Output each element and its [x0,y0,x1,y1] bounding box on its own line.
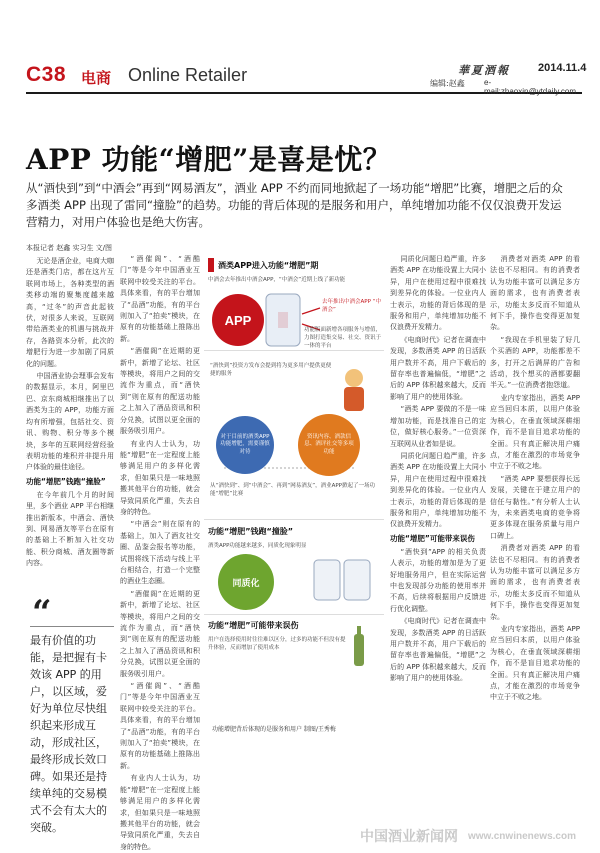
pull-quote: 最有价值的功能，是把握有卡效该 APP 的用户，以区域，爱好为单位尽快组织起来形成互动，形成社区，最终形成长效口碑。如果还是持续单纯的交易模式不会有太大的突破。 [30,634,107,834]
paragraph: 无论是酒企业，电商大咖还是酒类门店，都在这片互联网市场上，各种类型的酒类移动端的聚集度越来越高，“过冬”的声音此起彼伏，对很多人来说，互联网带给酒类业的机遇与挑战并存，各路资本分析，此次的增肥行为进一步加剧了同质化的问题。 [26,257,114,368]
paragraph: “酒催阁”在近期的更新中，新增了论坛、社区等模块，将用户之间的交流作为重点，而“酒快到”则在原有的配送功能之上加入了酒品资讯和积分兑换，试图以更全面的服务吸引用户。 [120,589,200,678]
infographic-caption: 功能增肥背后体现的是服务和用户 制图/王秀梅 [212,726,336,733]
infographic-title: 酒类APP进入功能“增肥”期 [218,261,319,270]
editor: 编辑:赵鑫 [430,79,465,88]
byline: 本报记者 赵鑫 实习生 文/图 [26,244,113,252]
editor-email: e-mail:zhaoxin@ytdaily.com [484,78,577,96]
column-4 [490,254,580,816]
infographic-subtitle: 中酒会去年推出中酒会APP，“中酒会”近期上线了新功能 [208,277,346,283]
column-1 [26,256,114,592]
divider [30,626,114,627]
page-header [26,60,587,96]
page-number: C38 [26,63,67,86]
paragraph: 有业内人士认为，功能“增肥”在一定程度上能够满足用户的多样化需求，但如果只是一味地照搬其他平台的功能，就会导致同质化严重，失去自身的特色。 [120,774,200,851]
column-3 [390,254,486,816]
paragraph: 消费者对酒类 APP 的看法也不尽相同。有的消费者认为功能丰富可以满足多方面的需求，也有消费者表示，功能太多反而不知道从何下手，操作也变得更加复杂。 [490,544,580,621]
bubble-text: 同质化 [232,578,260,589]
info-bubble [216,416,274,474]
paragraph: 有业内人士认为，功能“增肥”在一定程度上能够满足用户的多样化需求，但如果只是一味地照搬其他平台的功能，就会导致同质化严重，失去自身的特色。 [120,439,200,516]
lead-paragraph: 从“酒快到”到“中酒会”再到“网易酒友”，酒业 APP 不约而同地掀起了一场功能“增肥”比赛，增肥之后的众多酒类 APP 出现了雷同“撞脸”的趋势。功能的背后体现的是服务和用户，单纯增加功能不仅仅浪费开发运营精力，对用户体验也是绝大伤害。 [26,181,563,229]
paragraph: “中酒会”则在原有的基础上，加入了酒友社交圈、品鉴会报名等功能，试图将线下活动与线上平台相结合，打造一个完整的酒业生态圈。 [120,520,200,586]
bubble-text: 对于目前的酒类APP功能增肥，需要谨慎对待 [220,433,270,455]
paragraph: “酒类 APP 要想获得长远发展，关键在于建立用户的信任与黏性。”有分析人士认为，未来酒类电商的竞争将更多体现在服务质量与用户口碑上。 [490,474,580,540]
paragraph: 《电商时代》记者在调查中发现，多数酒类 APP 的日活跃用户数并不高，用户下载后的留存率也普遍偏低，“增肥”之后的 APP 体积越来越大，反而影响了用户的使用体验。 [390,335,486,401]
note: “酒快到”投资方发布会提到将为更多用户提供更便捷的服务 [210,363,332,377]
paragraph: 同质化问题日趋严重，许多酒类 APP 在功能设置上大同小异，用户在使用过程中很难找到差异化的体验。一位业内人士表示，功能的背后体现的是服务和用户，单纯增加功能不仅浪费开发精力。 [390,255,486,332]
column-2 [120,254,200,851]
infographic-section: 功能“增肥”可能带来误伤 [208,621,299,630]
infographic-section: 功能“增肥”钱跑“撞脸” [208,527,294,536]
paragraph: 消费者对酒类 APP 的看法也不尽相同。有的消费者认为功能丰富可以满足多方面的需求，也有消费者表示，功能太多反而不知道从何下手，操作也变得更加复杂。 [490,255,580,332]
app-label: APP [224,312,252,328]
paragraph: 《电商时代》记者在调查中发现，多数酒类 APP 的日活跃用户数并不高，用户下载后的留存率也普遍偏低，“增肥”之后的 APP 体积越来越大，反而影响了用户的使用体验。 [390,617,486,683]
info-bubble [298,414,360,476]
paragraph: 业内专家指出，酒类 APP 应当回归本质，以用户体验为核心，在垂直领域深耕细作，而不是盲目追求功能的全面。只有真正解决用户痛点，才能在激烈的市场竞争中立于不败之地。 [490,393,580,471]
paragraph: “我现在手机里装了好几个买酒的 APP，功能都差不多，打开之后满屏的广告和活动，找个想买的酒都要翻半天。”一位消费者抱怨道。 [490,335,580,390]
subheading: 功能“增肥”可能带来误伤 [390,533,475,543]
paragraph: 在今年前几个月的时间里，多个酒业 APP 平台相继推出新版本，中酒会、酒快到、网易酒友等平台在原有的基础上不断加入社交功能、积分商城、酒友圈等新内容。 [26,490,114,568]
arrow-note: 去年推出中酒会APP “中酒会” [322,299,381,313]
paragraph: “酒催阁”、“酒酷门”等是今年中国酒业互联网中较受关注的平台。具体来看，有的平台增加了“品酒”功能，有的平台则加入了“拍卖”模块，在原有的功能基础上推陈出新。 [120,682,200,770]
infographic [204,254,384,724]
paragraph: “酒催阁”、“酒酷门”等是今年中国酒业互联网中较受关注的平台。具体来看，有的平台增加了“品酒”功能，有的平台则加入了“拍卖”模块，在原有的功能基础上推陈出新。 [120,255,200,343]
paragraph: 中国酒业协会理事会发布的数据显示，本月，阿里巴巴、京东商城相继推出了以酒类为主的 APP，功能方面均有所增强，包括社交、资讯、购物、积分等多个模块，多年的互联网经营经验表明功能的堆积并非提升用户体验的最佳途径。 [26,372,114,472]
quote-mark-icon: “ [32,593,52,633]
subheading: 功能“增肥”钱跑“撞脸” [26,476,106,486]
paragraph: “酒快到”APP 的相关负责人表示，功能的增加是为了更好地服务用户，但在实际运营中也发现部分功能的使用率并不高，后续将根据用户反馈进行优化调整。 [390,547,486,613]
paragraph: “酒催阁”在近期的更新中，新增了论坛、社区等模块，将用户之间的交流作为重点，而“酒快到”则在原有的配送功能之上加入了酒品资讯和积分兑换，试图以更全面的服务吸引用户。 [120,347,200,436]
newspaper-logo: 華夏酒報 [458,64,510,77]
section-name-en: Online Retailer [128,65,248,85]
site-url: www.cnwinenews.com [468,830,576,842]
homogeneity-bubble [218,554,274,610]
site-name: 中国酒业新闻网 [360,829,458,845]
paragraph: “酒类 APP 要做的不是一味增加功能，而是找准自己的定位，做好核心服务。”一位资深互联网从业者如是说。 [390,405,486,448]
section-name: 电商 [81,69,112,87]
issue-date: 2014.11.4 [538,62,587,74]
paragraph: 业内专家指出，酒类 APP 应当回归本质，以用户体验为核心，在垂直领域深耕细作，而不是盲目追求功能的全面。只有真正解决用户痛点，才能在激烈的市场竞争中立于不败之地。 [490,625,580,702]
note: 用户在选择使用时往往难以区分，过多的功能不但没有提升体验，反而增加了使用成本 [208,637,346,651]
note: 功能版面新增各项服务与增值，力图打造集交易、社交、资讯于一体的平台 [304,327,382,349]
headline: APP 功能“增肥”是喜是忧？ [26,143,392,176]
note: 酒类APP功能越来越多，同质化现象明显 [208,543,307,549]
bubble-text: 资讯内容、酒款信息、酒评社交等多项功能 [304,433,354,455]
paragraph: 同质化问题日趋严重，许多酒类 APP 在功能设置上大同小异，用户在使用过程中很难找到差异化的体验。一位业内人士表示，功能的背后体现的是服务和用户，单纯增加功能不仅浪费开发精力。 [390,451,486,529]
footer-watermark [0,826,600,846]
note: 从“酒快到”、到“中酒会”、再到“网易酒友”，酒业APP掀起了一场功能“增肥”比赛 [210,483,375,497]
app-bubble [212,294,264,346]
